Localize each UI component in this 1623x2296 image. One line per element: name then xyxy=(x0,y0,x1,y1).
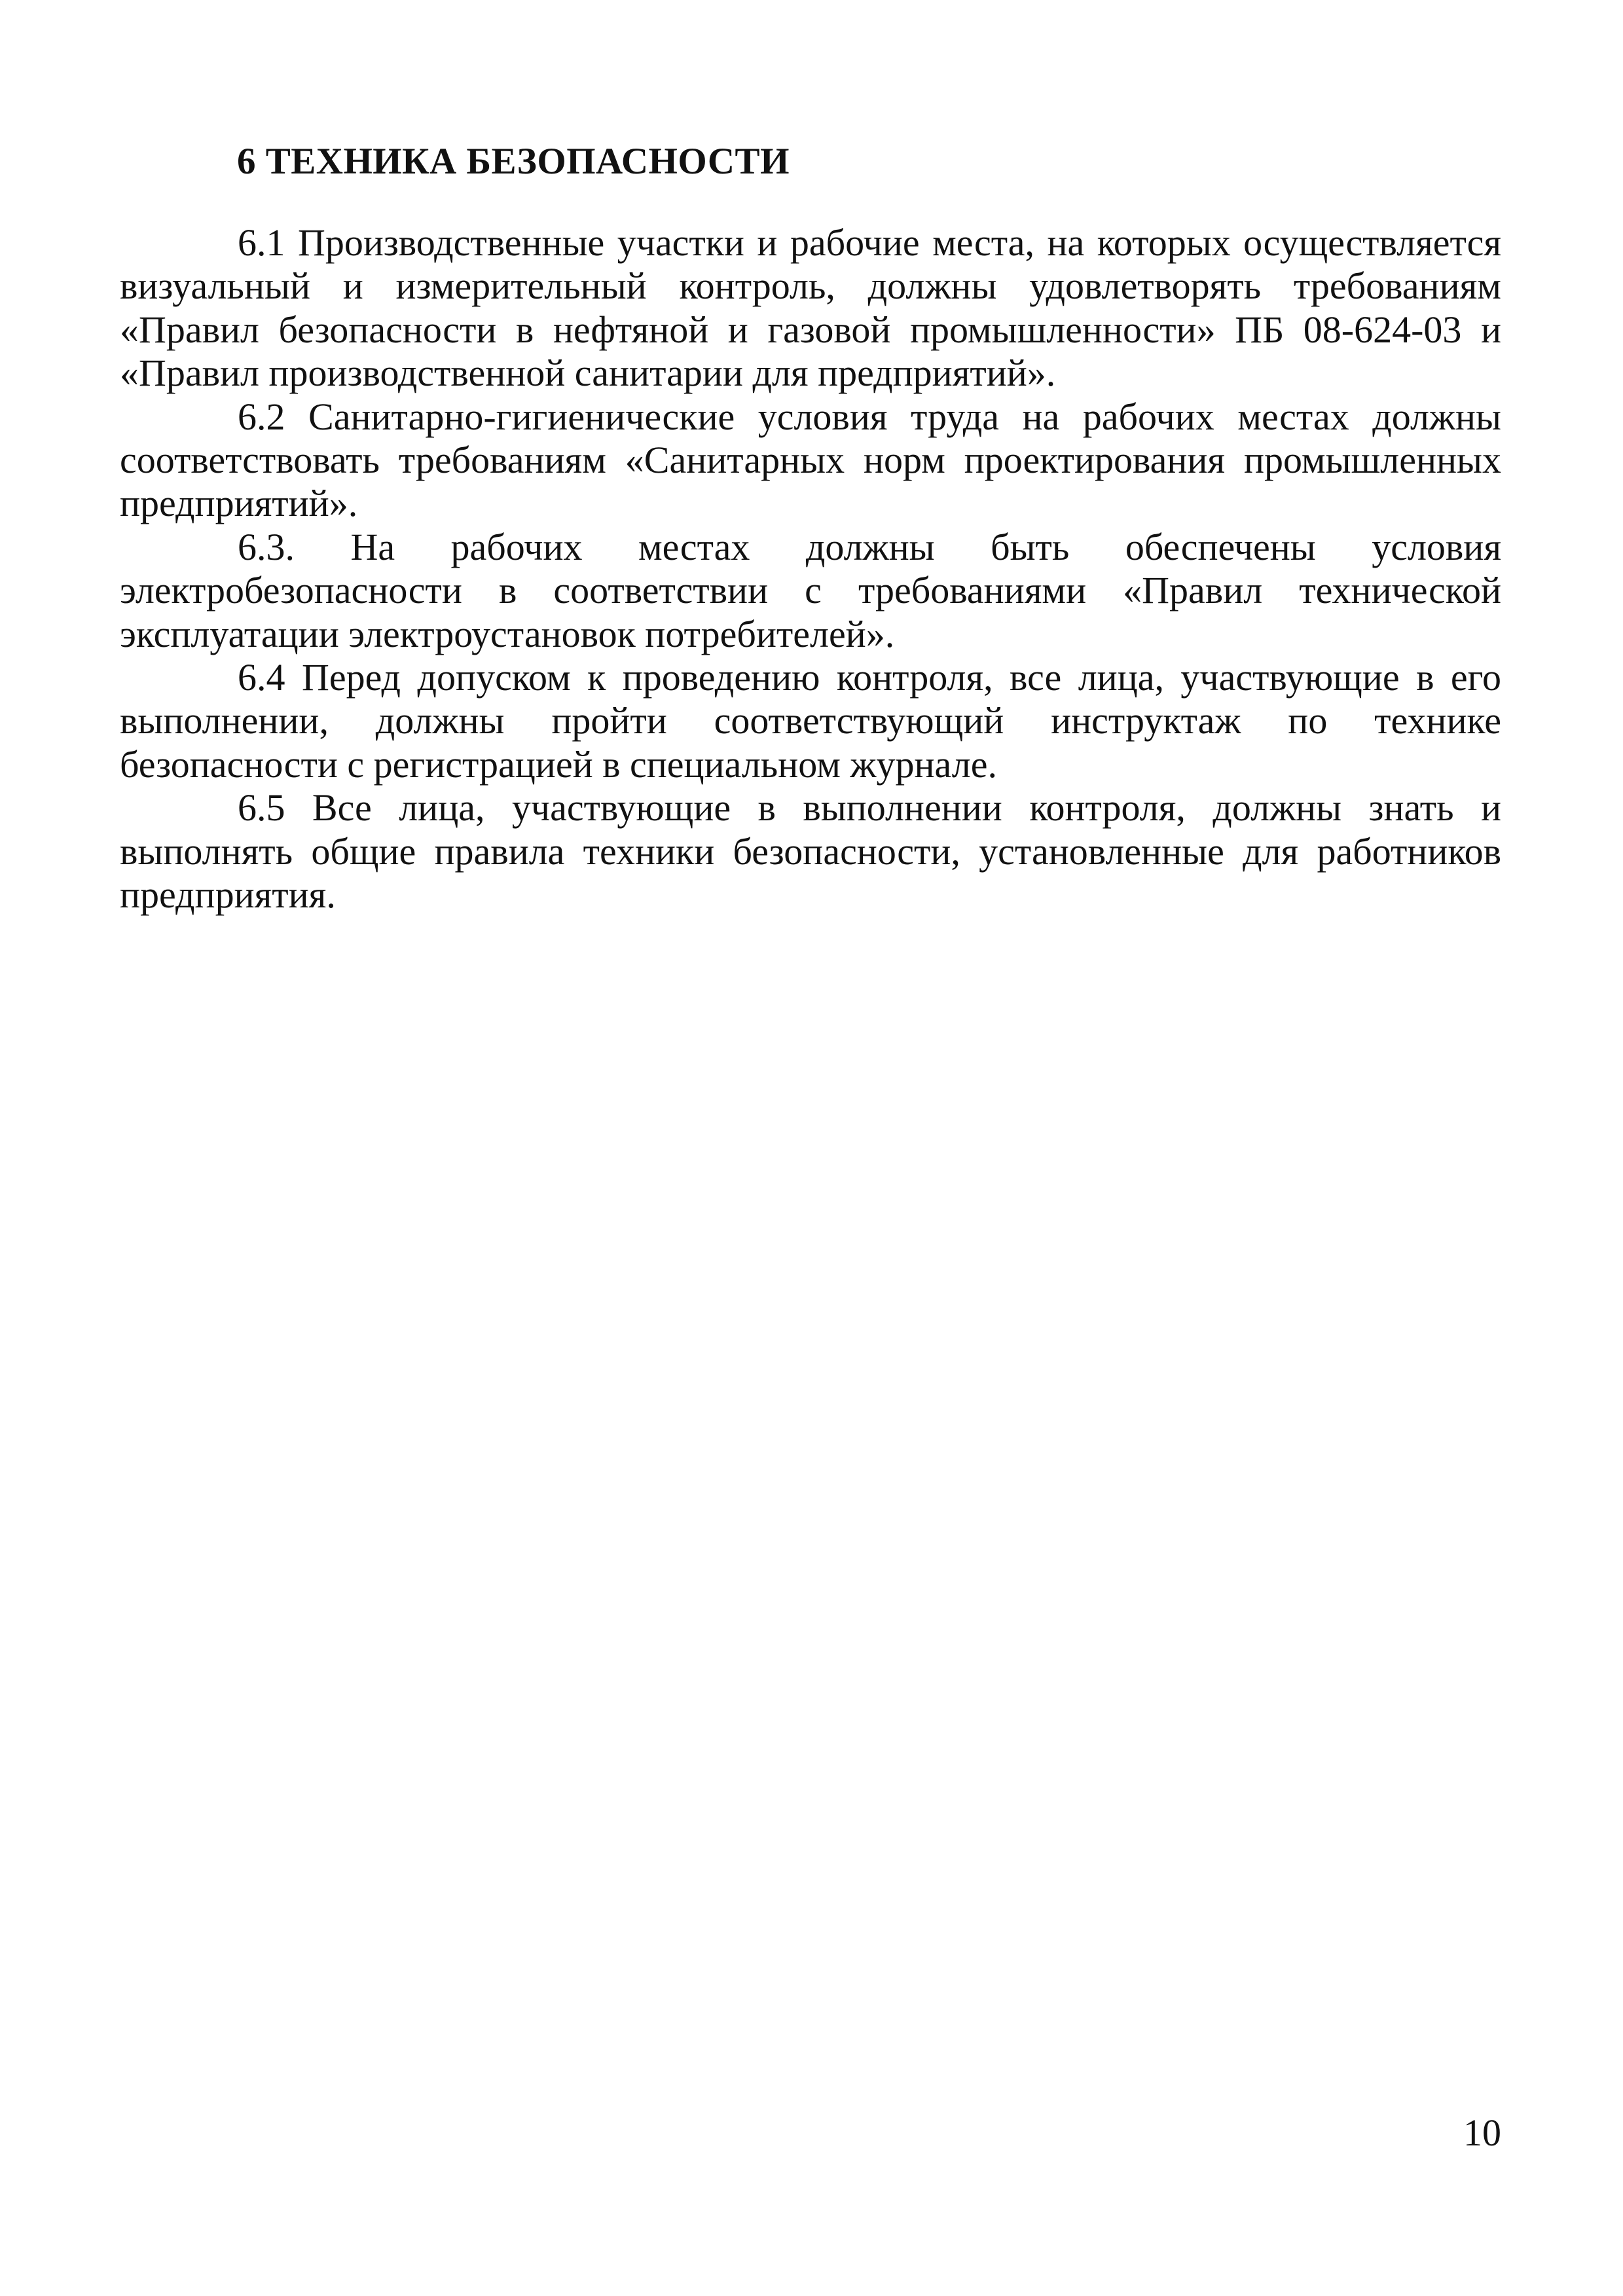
paragraph-6-3: 6.3. На рабочих местах должны быть обеспечены условия электробезопасности в соответствии с требованиями «Правил технической эксплуатации электроустановок потребителей». xyxy=(120,525,1501,655)
paragraph-6-1: 6.1 Производственные участки и рабочие места, на которых осуществляется визуальный и измерительный контроль, должны удовлетворять требованиям «Правил безопасности в нефтяной и газовой промышленности» ПБ 08-624-03 и «Правил производственной санитарии для предприятий». xyxy=(120,221,1501,395)
paragraph-6-5: 6.5 Все лица, участвующие в выполнении контроля, должны знать и выполнять общие правила техники безопасности, установленные для работников предприятия. xyxy=(120,786,1501,917)
paragraph-6-2: 6.2 Санитарно-гигиенические условия труда на рабочих местах должны соответствовать требованиям «Санитарных норм проектирования промышленных предприятий». xyxy=(120,395,1501,525)
section-heading: 6 ТЕХНИКА БЕЗОПАСНОСТИ xyxy=(237,141,790,182)
section-body xyxy=(120,221,1501,917)
page-number: 10 xyxy=(1463,2111,1501,2154)
paragraph-6-4: 6.4 Перед допуском к проведению контроля, все лица, участвующие в его выполнении, должны пройти соответствующий инструктаж по технике безопасности с регистрацией в специальном журнале. xyxy=(120,656,1501,786)
